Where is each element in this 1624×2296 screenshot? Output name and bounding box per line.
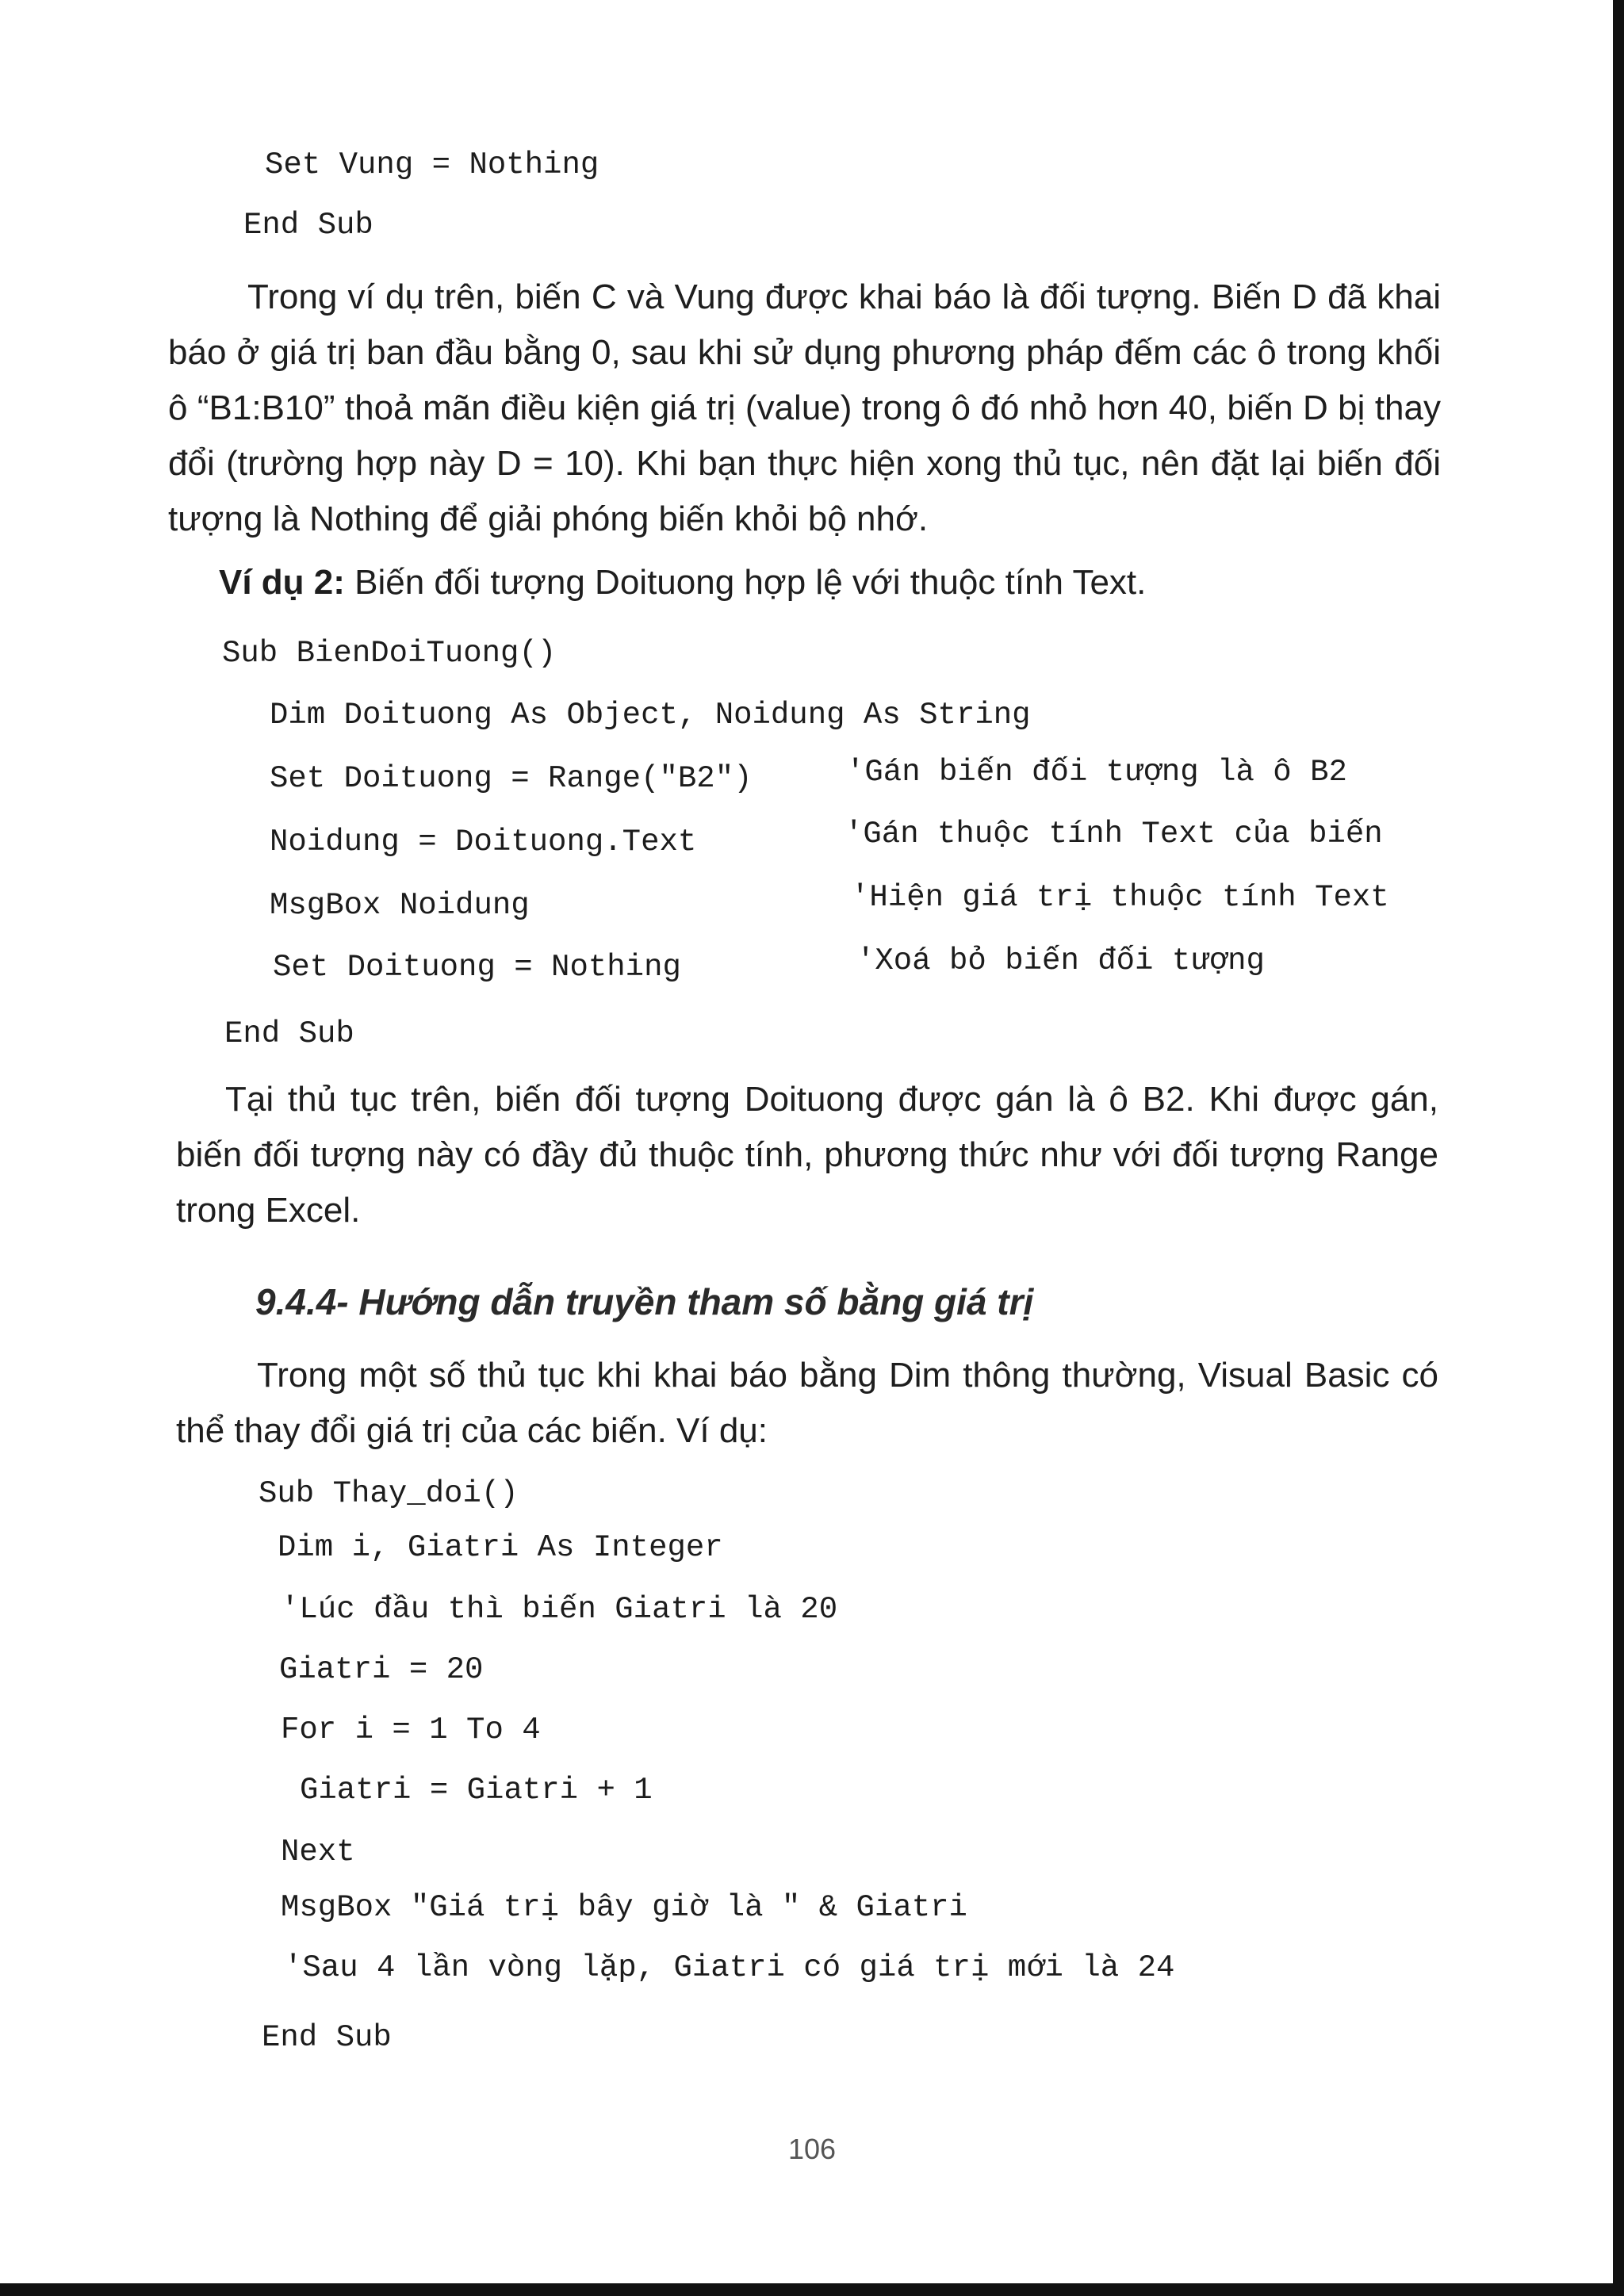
code-line: Set Doituong = Range("B2") — [270, 761, 753, 796]
code-line: Sub Thay_doi() — [259, 1476, 519, 1511]
code-comment: 'Hiện giá trị thuộc tính Text — [851, 880, 1389, 915]
code-comment: 'Xoá bỏ biến đối tượng — [856, 943, 1265, 978]
example-2-label: Ví dụ 2: — [219, 563, 345, 602]
code-line: MsgBox "Giá trị bây giờ là " & Giatri — [281, 1890, 967, 1925]
code-line: Next — [281, 1835, 355, 1869]
code-comment-line: 'Lúc đầu thì biến Giatri là 20 — [281, 1592, 838, 1627]
code-line: Set Vung = Nothing — [265, 147, 599, 182]
code-line: End Sub — [262, 2020, 392, 2055]
code-line: MsgBox Noidung — [270, 888, 530, 923]
paragraph-3: Trong một số thủ tục khi khai báo bằng Dim thông thường, Visual Basic có thể thay đổi giá trị của các biến. Ví dụ: — [176, 1356, 1438, 1450]
page-number: 106 — [787, 2133, 837, 2165]
example-2-text: Biến đối tượng Doituong hợp lệ với thuộc tính Text. — [344, 563, 1147, 602]
example-2-line — [219, 559, 1146, 607]
code-line: Set Doituong = Nothing — [273, 950, 681, 985]
code-line: Giatri = Giatri + 1 — [300, 1773, 653, 1808]
code-comment: 'Gán biến đối tượng là ô B2 — [846, 755, 1347, 790]
code-line: Dim Doituong As Object, Noidung As String — [270, 698, 1031, 733]
code-line: Giatri = 20 — [279, 1652, 484, 1687]
code-line: Dim i, Giatri As Integer — [278, 1530, 723, 1565]
code-line: End Sub — [243, 208, 373, 243]
section-heading: 9.4.4- Hướng dẫn truyền tham số bằng giá trị — [255, 1281, 1034, 1322]
code-line: Noidung = Doituong.Text — [270, 825, 697, 859]
code-comment: 'Gán thuộc tính Text của biến — [845, 817, 1383, 851]
paragraph-1: Trong ví dụ trên, biến C và Vung được khai báo là đối tượng. Biến D đã khai báo ở giá trị ban đầu bằng 0, sau khi sử dụng phương pháp đếm các ô trong khối ô “B1:B10” thoả mãn điều kiện giá trị (value) trong ô đó nhỏ hơn 40, biến D bị thay đổi (trường hợp này D = 10). Khi bạn thực hiện xong thủ tục, nên đặt lại biến đối tượng là Nothing để giải phóng biến khỏi bộ nhớ. — [168, 277, 1441, 538]
code-sub-open: Sub BienDoiTuong() — [222, 636, 557, 671]
code-sub-close: End Sub — [224, 1016, 354, 1051]
paragraph-2: Tại thủ tục trên, biến đối tượng Doituong được gán là ô B2. Khi được gán, biến đối tượng này có đầy đủ thuộc tính, phương thức như với đối tượng Range trong Excel. — [176, 1080, 1438, 1230]
code-comment-line: 'Sau 4 lần vòng lặp, Giatri có giá trị mới là 24 — [284, 1950, 1175, 1985]
code-line: For i = 1 To 4 — [281, 1712, 541, 1747]
